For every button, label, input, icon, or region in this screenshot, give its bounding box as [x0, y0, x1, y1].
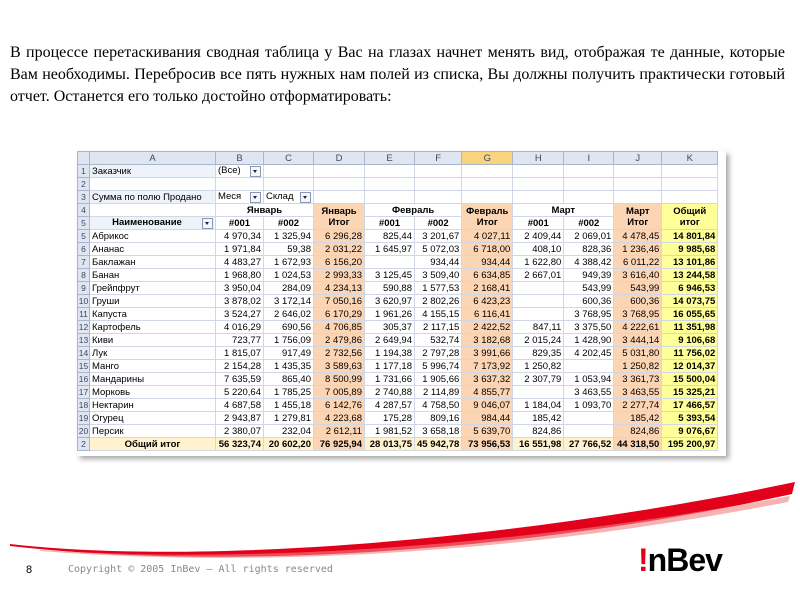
value-cell: 5 996,74: [415, 360, 462, 373]
value-cell: 934,44: [415, 256, 462, 269]
grand-total-cell: 15 500,04: [662, 373, 718, 386]
store-002-header: #002: [264, 217, 314, 230]
value-cell: 2 114,89: [415, 386, 462, 399]
value-cell: [564, 412, 614, 425]
value-cell: 825,44: [365, 230, 415, 243]
month-total-cell: 3 768,95: [614, 308, 662, 321]
value-cell: 2 307,79: [513, 373, 564, 386]
value-cell: 824,86: [513, 425, 564, 438]
store-field-label: Склад: [266, 191, 294, 202]
value-cell: [513, 295, 564, 308]
value-cell: 3 125,45: [365, 269, 415, 282]
month-total-cell: 185,42: [614, 412, 662, 425]
value-cell: 1 435,35: [264, 360, 314, 373]
value-cell: 20 602,20: [264, 438, 314, 451]
value-cell: 1 672,93: [264, 256, 314, 269]
value-cell: 2 649,94: [365, 334, 415, 347]
empty-row: [78, 178, 718, 191]
product-name-cell: Манго: [90, 360, 216, 373]
table-row: [78, 269, 718, 282]
product-name-cell: Лук: [90, 347, 216, 360]
value-cell: 5 072,03: [415, 243, 462, 256]
table-row: [78, 334, 718, 347]
month-total-cell: 3 444,14: [614, 334, 662, 347]
month-total-cell: 2 732,56: [314, 347, 365, 360]
value-cell: 1 815,07: [216, 347, 264, 360]
value-cell: 4 758,50: [415, 399, 462, 412]
month-total-cell: 4 027,11: [462, 230, 513, 243]
table-row: [78, 347, 718, 360]
grand-total-cell: 9 106,68: [662, 334, 718, 347]
value-cell: 7 635,59: [216, 373, 264, 386]
month-total-cell: 6 116,41: [462, 308, 513, 321]
value-cell: 1 731,66: [365, 373, 415, 386]
value-cell: 1 981,52: [365, 425, 415, 438]
month-total-cell: 2 422,52: [462, 321, 513, 334]
month-total-cell: 934,44: [462, 256, 513, 269]
product-name-cell: Персик: [90, 425, 216, 438]
month-jan-total-header: Январь Итог: [314, 204, 365, 230]
value-cell: 1 053,94: [564, 373, 614, 386]
value-cell: 3 768,95: [564, 308, 614, 321]
month-total-cell: 2 612,11: [314, 425, 365, 438]
value-cell: 949,39: [564, 269, 614, 282]
value-cell: 3 878,02: [216, 295, 264, 308]
column-header-d[interactable]: D: [314, 152, 365, 165]
product-name-cell: Грейпфрут: [90, 282, 216, 295]
table-row: [78, 308, 718, 321]
value-cell: 2 015,24: [513, 334, 564, 347]
month-feb-header: Февраль: [365, 204, 462, 217]
value-cell: 3 950,04: [216, 282, 264, 295]
product-name-cell: Морковь: [90, 386, 216, 399]
value-cell: [365, 256, 415, 269]
grand-total-cell: 9 076,67: [662, 425, 718, 438]
month-mar-header: Март: [513, 204, 614, 217]
value-cell: 1 194,38: [365, 347, 415, 360]
month-total-cell: 76 925,94: [314, 438, 365, 451]
filter-dropdown[interactable]: [216, 165, 264, 178]
month-total-cell: 44 318,50: [614, 438, 662, 451]
table-row: [78, 412, 718, 425]
month-field-button[interactable]: [216, 191, 264, 204]
month-total-cell: 2 479,86: [314, 334, 365, 347]
row-number[interactable]: 2: [78, 178, 90, 191]
value-cell: 809,16: [415, 412, 462, 425]
value-cell: 59,38: [264, 243, 314, 256]
store-002-header: #002: [415, 217, 462, 230]
month-mar-total-header: Март Итог: [614, 204, 662, 230]
dropdown-arrow-icon[interactable]: [250, 166, 261, 177]
value-cell: 3 620,97: [365, 295, 415, 308]
value-cell: 847,11: [513, 321, 564, 334]
grand-total-cell: 14 801,84: [662, 230, 718, 243]
value-cell: [513, 282, 564, 295]
month-total-cell: 5 031,80: [614, 347, 662, 360]
month-total-cell: 6 142,76: [314, 399, 365, 412]
row-number[interactable]: 5: [78, 230, 90, 243]
value-cell: 1 093,70: [564, 399, 614, 412]
value-cell: 1 455,18: [264, 399, 314, 412]
product-name-cell: Банан: [90, 269, 216, 282]
value-cell: 1 645,97: [365, 243, 415, 256]
product-name-cell: Баклажан: [90, 256, 216, 269]
value-cell: 1 785,25: [264, 386, 314, 399]
table-row: [78, 282, 718, 295]
value-cell: 1 325,94: [264, 230, 314, 243]
value-cell: 4 970,34: [216, 230, 264, 243]
column-header-j[interactable]: J: [614, 152, 662, 165]
month-total-cell: 3 361,73: [614, 373, 662, 386]
value-cell: 4 202,45: [564, 347, 614, 360]
column-header-i[interactable]: I: [564, 152, 614, 165]
month-total-cell: 6 423,23: [462, 295, 513, 308]
product-name-cell: Мандарины: [90, 373, 216, 386]
table-row: [78, 256, 718, 269]
product-name-cell: Нектарин: [90, 399, 216, 412]
value-cell: 1 177,18: [365, 360, 415, 373]
value-cell: 3 375,50: [564, 321, 614, 334]
row-number[interactable]: 3: [78, 191, 90, 204]
value-cell: 829,35: [513, 347, 564, 360]
value-cell: 4 687,58: [216, 399, 264, 412]
pivot-table: [77, 151, 718, 451]
table-row: [78, 321, 718, 334]
value-cell: 185,42: [513, 412, 564, 425]
row-number[interactable]: 14: [78, 347, 89, 358]
filter-label: Заказчик: [90, 165, 216, 178]
value-cell: 3 463,55: [564, 386, 614, 399]
value-cell: 4 287,57: [365, 399, 415, 412]
month-total-cell: 6 156,20: [314, 256, 365, 269]
month-total-cell: 6 718,00: [462, 243, 513, 256]
grand-total-cell: 9 985,68: [662, 243, 718, 256]
value-cell: 917,49: [264, 347, 314, 360]
month-total-cell: 3 637,32: [462, 373, 513, 386]
dropdown-arrow-icon[interactable]: [202, 218, 213, 229]
sum-row: [78, 191, 718, 204]
month-total-cell: 2 993,33: [314, 269, 365, 282]
row-number[interactable]: 20: [78, 425, 89, 436]
value-cell: 4 388,42: [564, 256, 614, 269]
value-cell: 28 013,75: [365, 438, 415, 451]
column-header-e[interactable]: E: [365, 152, 415, 165]
value-cell: 865,40: [264, 373, 314, 386]
grand-total-cell: 14 073,75: [662, 295, 718, 308]
product-name-cell: Киви: [90, 334, 216, 347]
row-number[interactable]: 9: [78, 282, 90, 295]
value-cell: 3 658,18: [415, 425, 462, 438]
column-header-k[interactable]: K: [662, 152, 718, 165]
value-cell: 2 646,02: [264, 308, 314, 321]
month-total-cell: 1 250,82: [614, 360, 662, 373]
grand-total-cell: 12 014,37: [662, 360, 718, 373]
month-total-cell: 4 478,45: [614, 230, 662, 243]
value-cell: 56 323,74: [216, 438, 264, 451]
product-name-cell: Ананас: [90, 243, 216, 256]
month-total-cell: 3 589,63: [314, 360, 365, 373]
value-cell: 2 667,01: [513, 269, 564, 282]
value-cell: 1 024,53: [264, 269, 314, 282]
value-cell: 723,77: [216, 334, 264, 347]
month-total-cell: 2 168,41: [462, 282, 513, 295]
month-total-cell: 984,44: [462, 412, 513, 425]
value-cell: 16 551,98: [513, 438, 564, 451]
row-number[interactable]: 1: [78, 165, 90, 178]
value-cell: 2 117,15: [415, 321, 462, 334]
month-total-cell: 7 173,92: [462, 360, 513, 373]
value-cell: 4 155,15: [415, 308, 462, 321]
page-number: 8: [26, 564, 33, 576]
month-total-cell: 2 277,74: [614, 399, 662, 412]
value-cell: 1 968,80: [216, 269, 264, 282]
row-number[interactable]: 6: [78, 243, 90, 256]
value-cell: 2 069,01: [564, 230, 614, 243]
column-header-h[interactable]: H: [513, 152, 564, 165]
value-cell: 2 802,26: [415, 295, 462, 308]
store-001-header: #001: [365, 217, 415, 230]
value-cell: 2 797,28: [415, 347, 462, 360]
month-field-label: Меся: [218, 191, 242, 202]
value-cell: 543,99: [564, 282, 614, 295]
value-cell: [564, 360, 614, 373]
value-cell: 1 279,81: [264, 412, 314, 425]
value-cell: 408,10: [513, 243, 564, 256]
value-cell: 590,88: [365, 282, 415, 295]
value-cell: 284,09: [264, 282, 314, 295]
value-cell: 45 942,78: [415, 438, 462, 451]
value-cell: 3 524,27: [216, 308, 264, 321]
table-row: [78, 295, 718, 308]
grand-total-cell: 195 200,97: [662, 438, 718, 451]
value-cell: 305,37: [365, 321, 415, 334]
month-total-cell: 73 956,53: [462, 438, 513, 451]
value-cell: 1 622,80: [513, 256, 564, 269]
store-001-header: #001: [216, 217, 264, 230]
value-cell: 1 428,90: [564, 334, 614, 347]
month-total-cell: 6 634,85: [462, 269, 513, 282]
value-cell: 2 943,87: [216, 412, 264, 425]
filter-value: (Все): [218, 165, 241, 176]
month-total-cell: 543,99: [614, 282, 662, 295]
month-total-cell: 824,86: [614, 425, 662, 438]
row-number[interactable]: 7: [78, 256, 90, 269]
copyright-text: Copyright © 2005 InBev – All rights reserved: [68, 564, 333, 575]
month-total-cell: 6 296,28: [314, 230, 365, 243]
row-number[interactable]: 18: [78, 399, 89, 410]
value-cell: 2 380,07: [216, 425, 264, 438]
month-total-cell: 7 005,89: [314, 386, 365, 399]
month-total-cell: 7 050,16: [314, 295, 365, 308]
value-cell: 1 184,04: [513, 399, 564, 412]
month-total-cell: 3 182,68: [462, 334, 513, 347]
product-name-cell: Картофель: [90, 321, 216, 334]
logo-bang: !: [638, 542, 648, 578]
month-total-cell: 3 991,66: [462, 347, 513, 360]
row-number[interactable]: 12: [78, 321, 89, 332]
value-cell: 175,28: [365, 412, 415, 425]
grand-total-cell: 15 325,21: [662, 386, 718, 399]
filter-row: [78, 165, 718, 178]
grand-total-cell: 6 946,53: [662, 282, 718, 295]
value-cell: 2 409,44: [513, 230, 564, 243]
sum-field-label: Сумма по полю Продано: [90, 191, 216, 204]
row-number[interactable]: 15: [78, 360, 89, 371]
value-cell: 1 250,82: [513, 360, 564, 373]
dropdown-arrow-icon[interactable]: [300, 192, 311, 203]
value-cell: [513, 386, 564, 399]
table-row: [78, 373, 718, 386]
select-all-corner[interactable]: [78, 152, 90, 165]
month-total-cell: 4 706,85: [314, 321, 365, 334]
row-number[interactable]: 16: [78, 373, 89, 384]
month-total-cell: 600,36: [614, 295, 662, 308]
month-total-cell: 6 170,29: [314, 308, 365, 321]
column-header-g[interactable]: G: [462, 152, 513, 165]
row-number[interactable]: 4: [78, 204, 90, 217]
row-number[interactable]: 8: [78, 269, 90, 282]
grand-total-cell: 5 393,54: [662, 412, 718, 425]
table-row: [78, 399, 718, 412]
dropdown-arrow-icon[interactable]: [250, 192, 261, 203]
store-001-header: #001: [513, 217, 564, 230]
grand-total-cell: 16 055,65: [662, 308, 718, 321]
month-total-cell: 1 236,46: [614, 243, 662, 256]
row-number[interactable]: 2: [78, 438, 90, 451]
table-row: [78, 230, 718, 243]
value-cell: 2 740,88: [365, 386, 415, 399]
table-row: [78, 360, 718, 373]
row-number[interactable]: 11: [79, 308, 88, 319]
logo-text: nBev: [647, 542, 722, 578]
product-name-cell: Капуста: [90, 308, 216, 321]
month-total-cell: 4 234,13: [314, 282, 365, 295]
month-total-cell: 4 222,61: [614, 321, 662, 334]
value-cell: 4 483,27: [216, 256, 264, 269]
grand-total-header: Общий итог: [662, 204, 718, 230]
value-cell: 3 172,14: [264, 295, 314, 308]
grand-total-label: Общий итог: [90, 438, 216, 451]
value-cell: 828,36: [564, 243, 614, 256]
grand-total-cell: 13 101,86: [662, 256, 718, 269]
column-header-a[interactable]: A: [90, 152, 216, 165]
month-total-cell: 3 616,40: [614, 269, 662, 282]
month-total-cell: 3 463,55: [614, 386, 662, 399]
value-cell: 5 220,64: [216, 386, 264, 399]
value-cell: 27 766,52: [564, 438, 614, 451]
grand-total-cell: 13 244,58: [662, 269, 718, 282]
month-total-cell: 8 500,99: [314, 373, 365, 386]
row-number[interactable]: 13: [78, 334, 89, 345]
grand-total-cell: 17 466,57: [662, 399, 718, 412]
value-cell: [513, 308, 564, 321]
value-cell: 1 577,53: [415, 282, 462, 295]
month-total-cell: 4 223,68: [314, 412, 365, 425]
product-name-cell: Огурец: [90, 412, 216, 425]
table-row: [78, 243, 718, 256]
month-total-cell: 9 046,07: [462, 399, 513, 412]
value-cell: 1 971,84: [216, 243, 264, 256]
grand-total-cell: 11 351,98: [662, 321, 718, 334]
row-number[interactable]: 5: [78, 217, 90, 230]
intro-paragraph: В процессе перетаскивания сводная таблица у Вас на глазах начнет менять вид, отображая те данные, которые Вам необходимы. Перебросив все пять нужных нам полей из списка, Вы должны получить практически готовый отчет. Останется его только достойно отформатировать:: [10, 44, 785, 105]
value-cell: 1 961,26: [365, 308, 415, 321]
month-total-cell: 6 011,22: [614, 256, 662, 269]
name-field-button[interactable]: [90, 217, 216, 230]
table-row: [78, 386, 718, 399]
name-header-label: Наименование: [112, 217, 182, 228]
value-cell: 690,56: [264, 321, 314, 334]
row-number[interactable]: 19: [78, 412, 89, 423]
excel-screenshot: [77, 151, 726, 456]
column-headers: [78, 152, 718, 165]
column-header-b[interactable]: B: [216, 152, 264, 165]
table-row: [78, 425, 718, 438]
inbev-logo: [638, 542, 722, 579]
value-cell: 1 756,09: [264, 334, 314, 347]
month-feb-total-header: Февраль Итог: [462, 204, 513, 230]
value-cell: 3 509,40: [415, 269, 462, 282]
product-name-cell: Груши: [90, 295, 216, 308]
value-cell: 1 905,66: [415, 373, 462, 386]
grand-total-row: [78, 438, 718, 451]
value-cell: 600,36: [564, 295, 614, 308]
column-header-c[interactable]: C: [264, 152, 314, 165]
value-cell: 2 154,28: [216, 360, 264, 373]
row-number[interactable]: 17: [78, 386, 89, 397]
row-number[interactable]: 10: [78, 295, 89, 306]
month-jan-header: Январь: [216, 204, 314, 217]
month-total-cell: 5 639,70: [462, 425, 513, 438]
grand-total-cell: 11 756,02: [662, 347, 718, 360]
value-cell: 4 016,29: [216, 321, 264, 334]
store-field-button[interactable]: [264, 191, 314, 204]
value-cell: [564, 425, 614, 438]
month-total-cell: 2 031,22: [314, 243, 365, 256]
value-cell: 232,04: [264, 425, 314, 438]
product-name-cell: Абрикос: [90, 230, 216, 243]
value-cell: 532,74: [415, 334, 462, 347]
store-002-header: #002: [564, 217, 614, 230]
month-total-cell: 4 855,77: [462, 386, 513, 399]
column-header-f[interactable]: F: [415, 152, 462, 165]
value-cell: 3 201,67: [415, 230, 462, 243]
month-header-row: [78, 204, 718, 217]
